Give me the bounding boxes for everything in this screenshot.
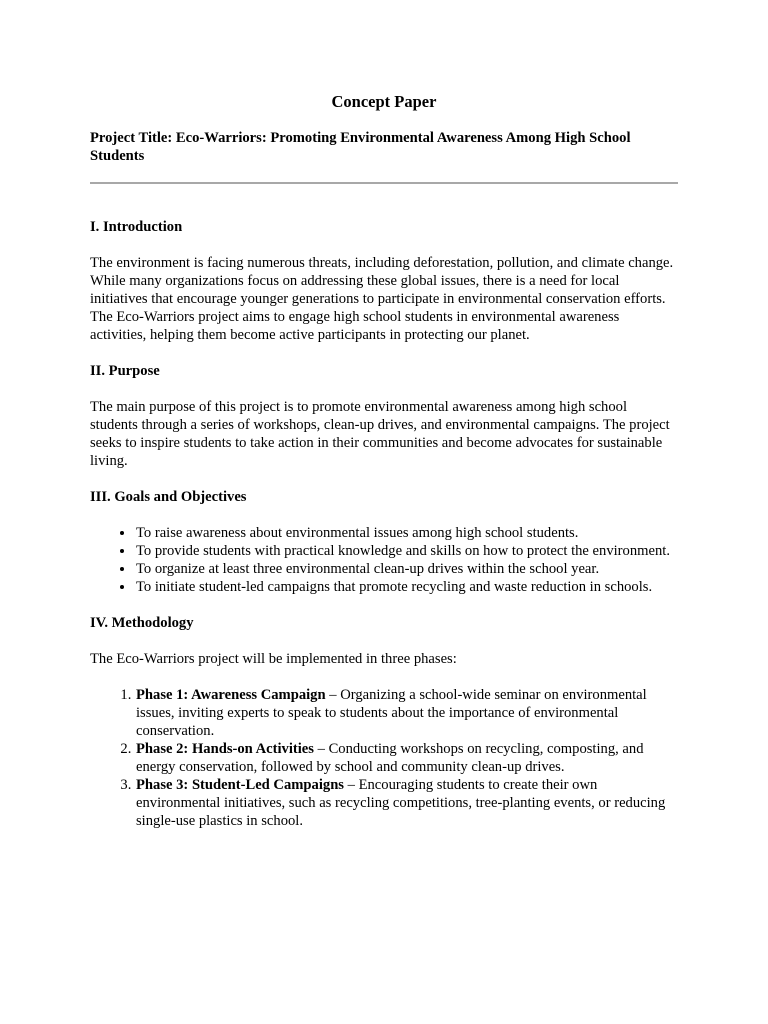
goals-list-item: • To provide students with practical knowledge and skills on how to protect the environment. xyxy=(135,542,678,560)
goals-heading: III. Goals and Objectives xyxy=(90,489,247,505)
project-title-text: Eco-Warriors: Promoting Environmental Awareness Among High School Students xyxy=(90,130,631,164)
horizontal-divider xyxy=(90,182,678,184)
phase-description: – Organizing a school-wide seminar on environmental issues, inviting experts to speak to students about the importance of environmental conservation. xyxy=(136,687,647,739)
project-title-label: Project Title xyxy=(90,130,168,146)
phase-item xyxy=(135,740,678,776)
project-title-line xyxy=(90,129,678,165)
purpose-section xyxy=(90,362,678,470)
introduction-text: The environment is facing numerous threats, including deforestation, pollution, and climate change. While many organizations focus on addressing these global issues, there is a need for local initiatives that encourage younger generations to participate in environmental conservation efforts. The Eco-Warriors project aims to engage high school students in environmental awareness activities, helping them become active participants in protecting our planet. xyxy=(90,255,674,343)
phase-title: Phase 2: Hands-on Activities xyxy=(136,741,314,757)
introduction-heading: I. Introduction xyxy=(90,219,183,235)
goals-section xyxy=(90,488,678,596)
phase-item xyxy=(135,686,678,740)
phase-title: Phase 3: Student-Led Campaigns xyxy=(136,777,344,793)
purpose-text: The main purpose of this project is to promote environmental awareness among high school students through a series of workshops, clean-up drives, and environmental campaigns. The project seeks to inspire students to take action in their communities and become advocates for sustainable living. xyxy=(90,399,670,469)
methodology-intro: The Eco-Warriors project will be implemented in three phases: xyxy=(90,651,457,667)
goals-list-item: • To raise awareness about environmental issues among high school students. xyxy=(135,524,678,542)
goals-list-item: • To organize at least three environmental clean-up drives within the school year. xyxy=(135,560,678,578)
goals-list xyxy=(90,524,678,596)
methodology-section xyxy=(90,614,678,830)
purpose-heading: II. Purpose xyxy=(90,363,160,379)
phase-description: – Conducting workshops on recycling, composting, and energy conservation, followed by school and community clean-up drives. xyxy=(136,741,644,775)
goals-list-item: • To initiate student-led campaigns that promote recycling and waste reduction in schools. xyxy=(135,578,678,596)
phase-item xyxy=(135,776,678,830)
document-title: Concept Paper xyxy=(331,92,437,111)
project-title-separator: : xyxy=(167,130,176,146)
phases-list xyxy=(90,686,678,830)
phase-description: – Encouraging students to create their own environmental initiatives, such as recycling competitions, tree-planting events, or reducing single-use plastics in school. xyxy=(136,777,666,829)
introduction-section xyxy=(90,218,678,344)
methodology-heading: IV. Methodology xyxy=(90,615,194,631)
phase-title: Phase 1: Awareness Campaign xyxy=(136,687,326,703)
